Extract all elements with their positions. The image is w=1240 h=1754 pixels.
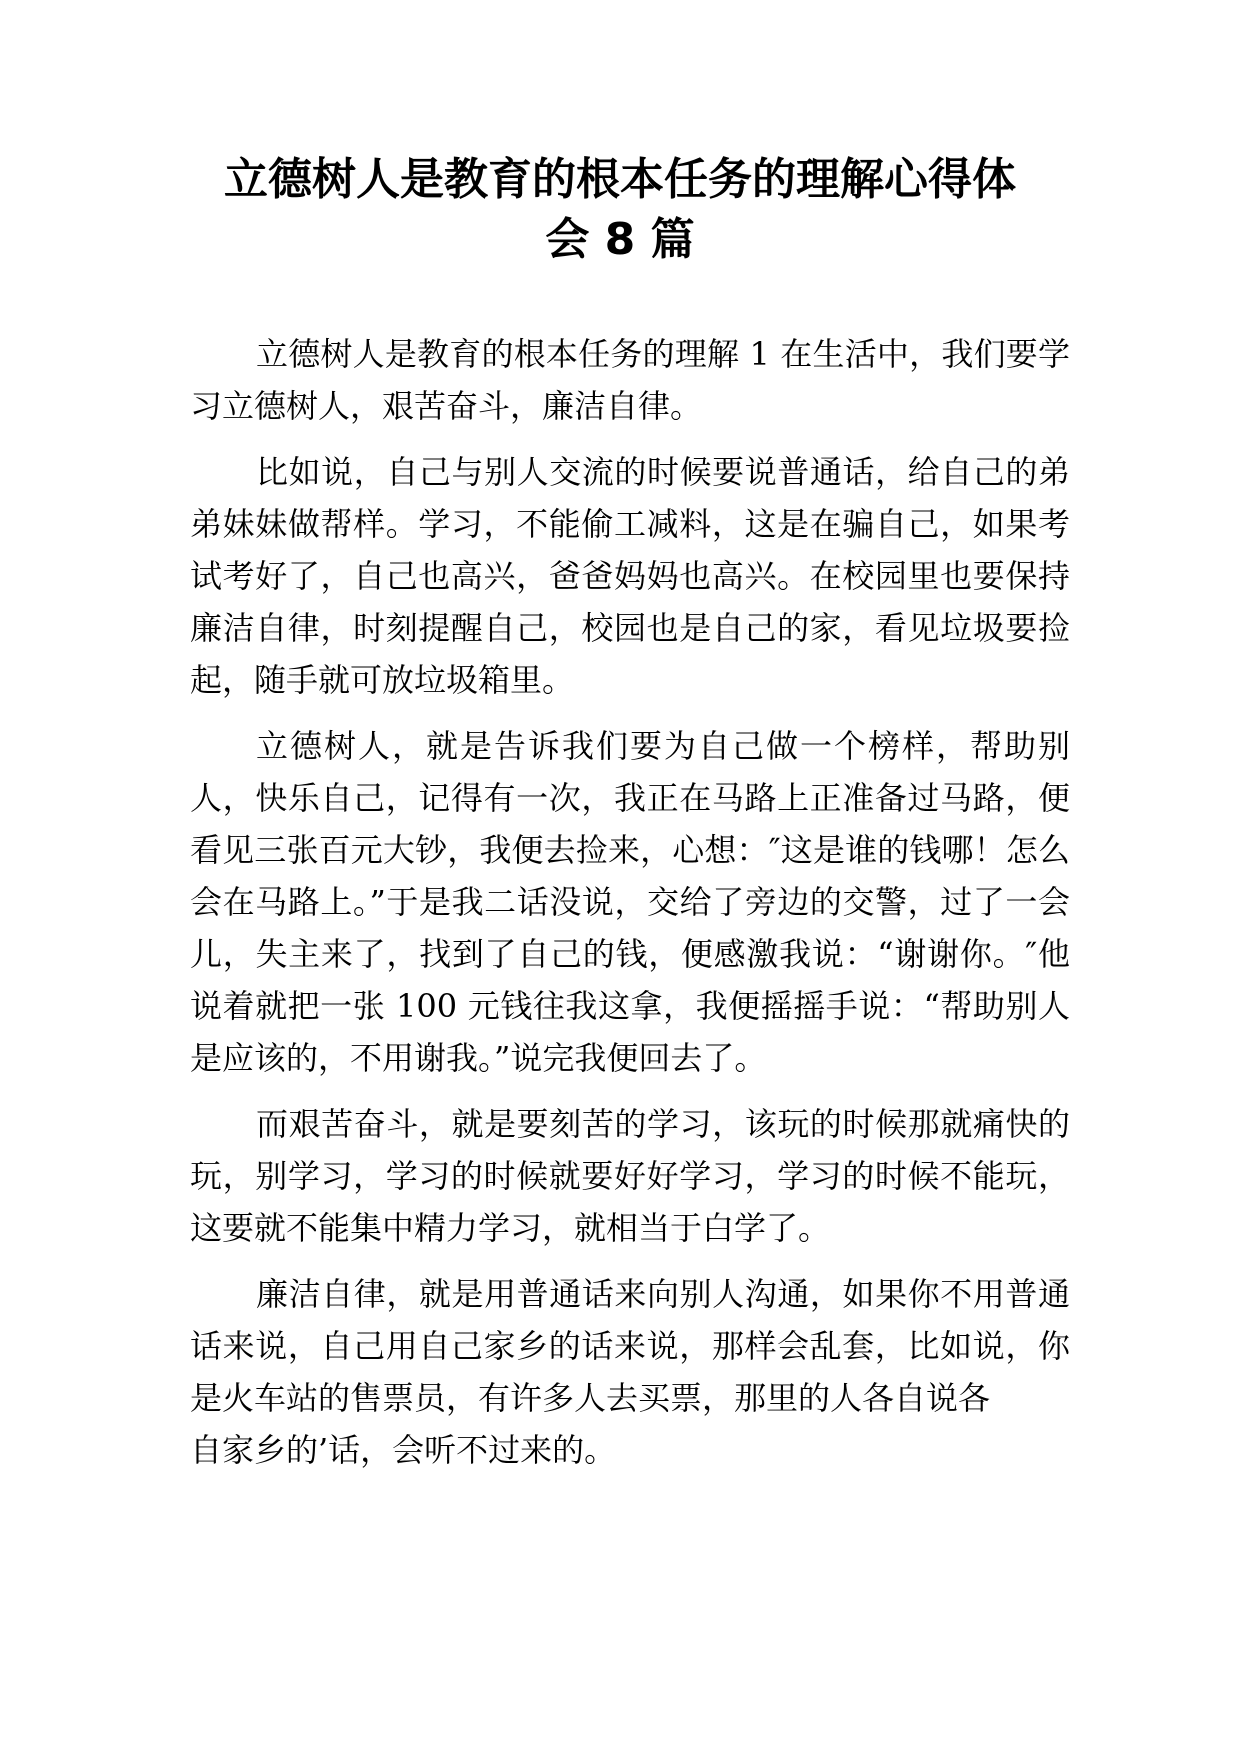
paragraph-5: 廉洁自律，就是用普通话来向别人沟通，如果你不用普通话来说，自己用自己家乡的话来说，那样会乱套，比如说，你是火车站的售票员，有许多人去买票，那里的人各自说各 xyxy=(190,1275,1070,1417)
title-line-1: 立德树人是教育的根本任务的理解心得体 xyxy=(224,154,1016,205)
document-body xyxy=(190,328,1070,1490)
paragraph-1: 立德树人是教育的根本任务的理解 1 在生活中，我们要学习立德树人，艰苦奋斗，廉洁自律。 xyxy=(190,335,1070,425)
paragraph-3: 立德树人，就是告诉我们要为自己做一个榜样，帮助别人，快乐自己，记得有一次，我正在马路上正准备过马路，便看见三张百元大钞，我便去捡来，心想：″这是谁的钱哪！怎么会在马路上。”于是我二话没说，交给了旁边的交警，过了一会儿，失主来了，找到了自己的钱，便感激我说：“谢谢你。″他说着就把一张 100 元钱往我这拿，我便摇摇手说：“帮助别人是应该的，不用谢我。”说完我便回去了。 xyxy=(190,727,1070,1077)
paragraph-4: 而艰苦奋斗，就是要刻苦的学习，该玩的时候那就痛快的玩，别学习，学习的时候就要好好学习，学习的时候不能玩，这要就不能集中精力学习，就相当于白学了。 xyxy=(190,1105,1070,1247)
paragraph-5-continuation: 自家乡的’话，会听不过来的。 xyxy=(190,1431,617,1469)
document-title xyxy=(150,150,1090,270)
title-line-2: 会 8 篇 xyxy=(545,214,695,265)
paragraph-2: 比如说，自己与别人交流的时候要说普通话，给自己的弟弟妹妹做帮样。学习，不能偷工减料，这是在骗自己，如果考试考好了，自己也高兴，爸爸妈妈也高兴。在校园里也要保持廉洁自律，时刻提醒自己，校园也是自己的家，看见垃圾要捡起，随手就可放垃圾箱里。 xyxy=(190,453,1070,699)
